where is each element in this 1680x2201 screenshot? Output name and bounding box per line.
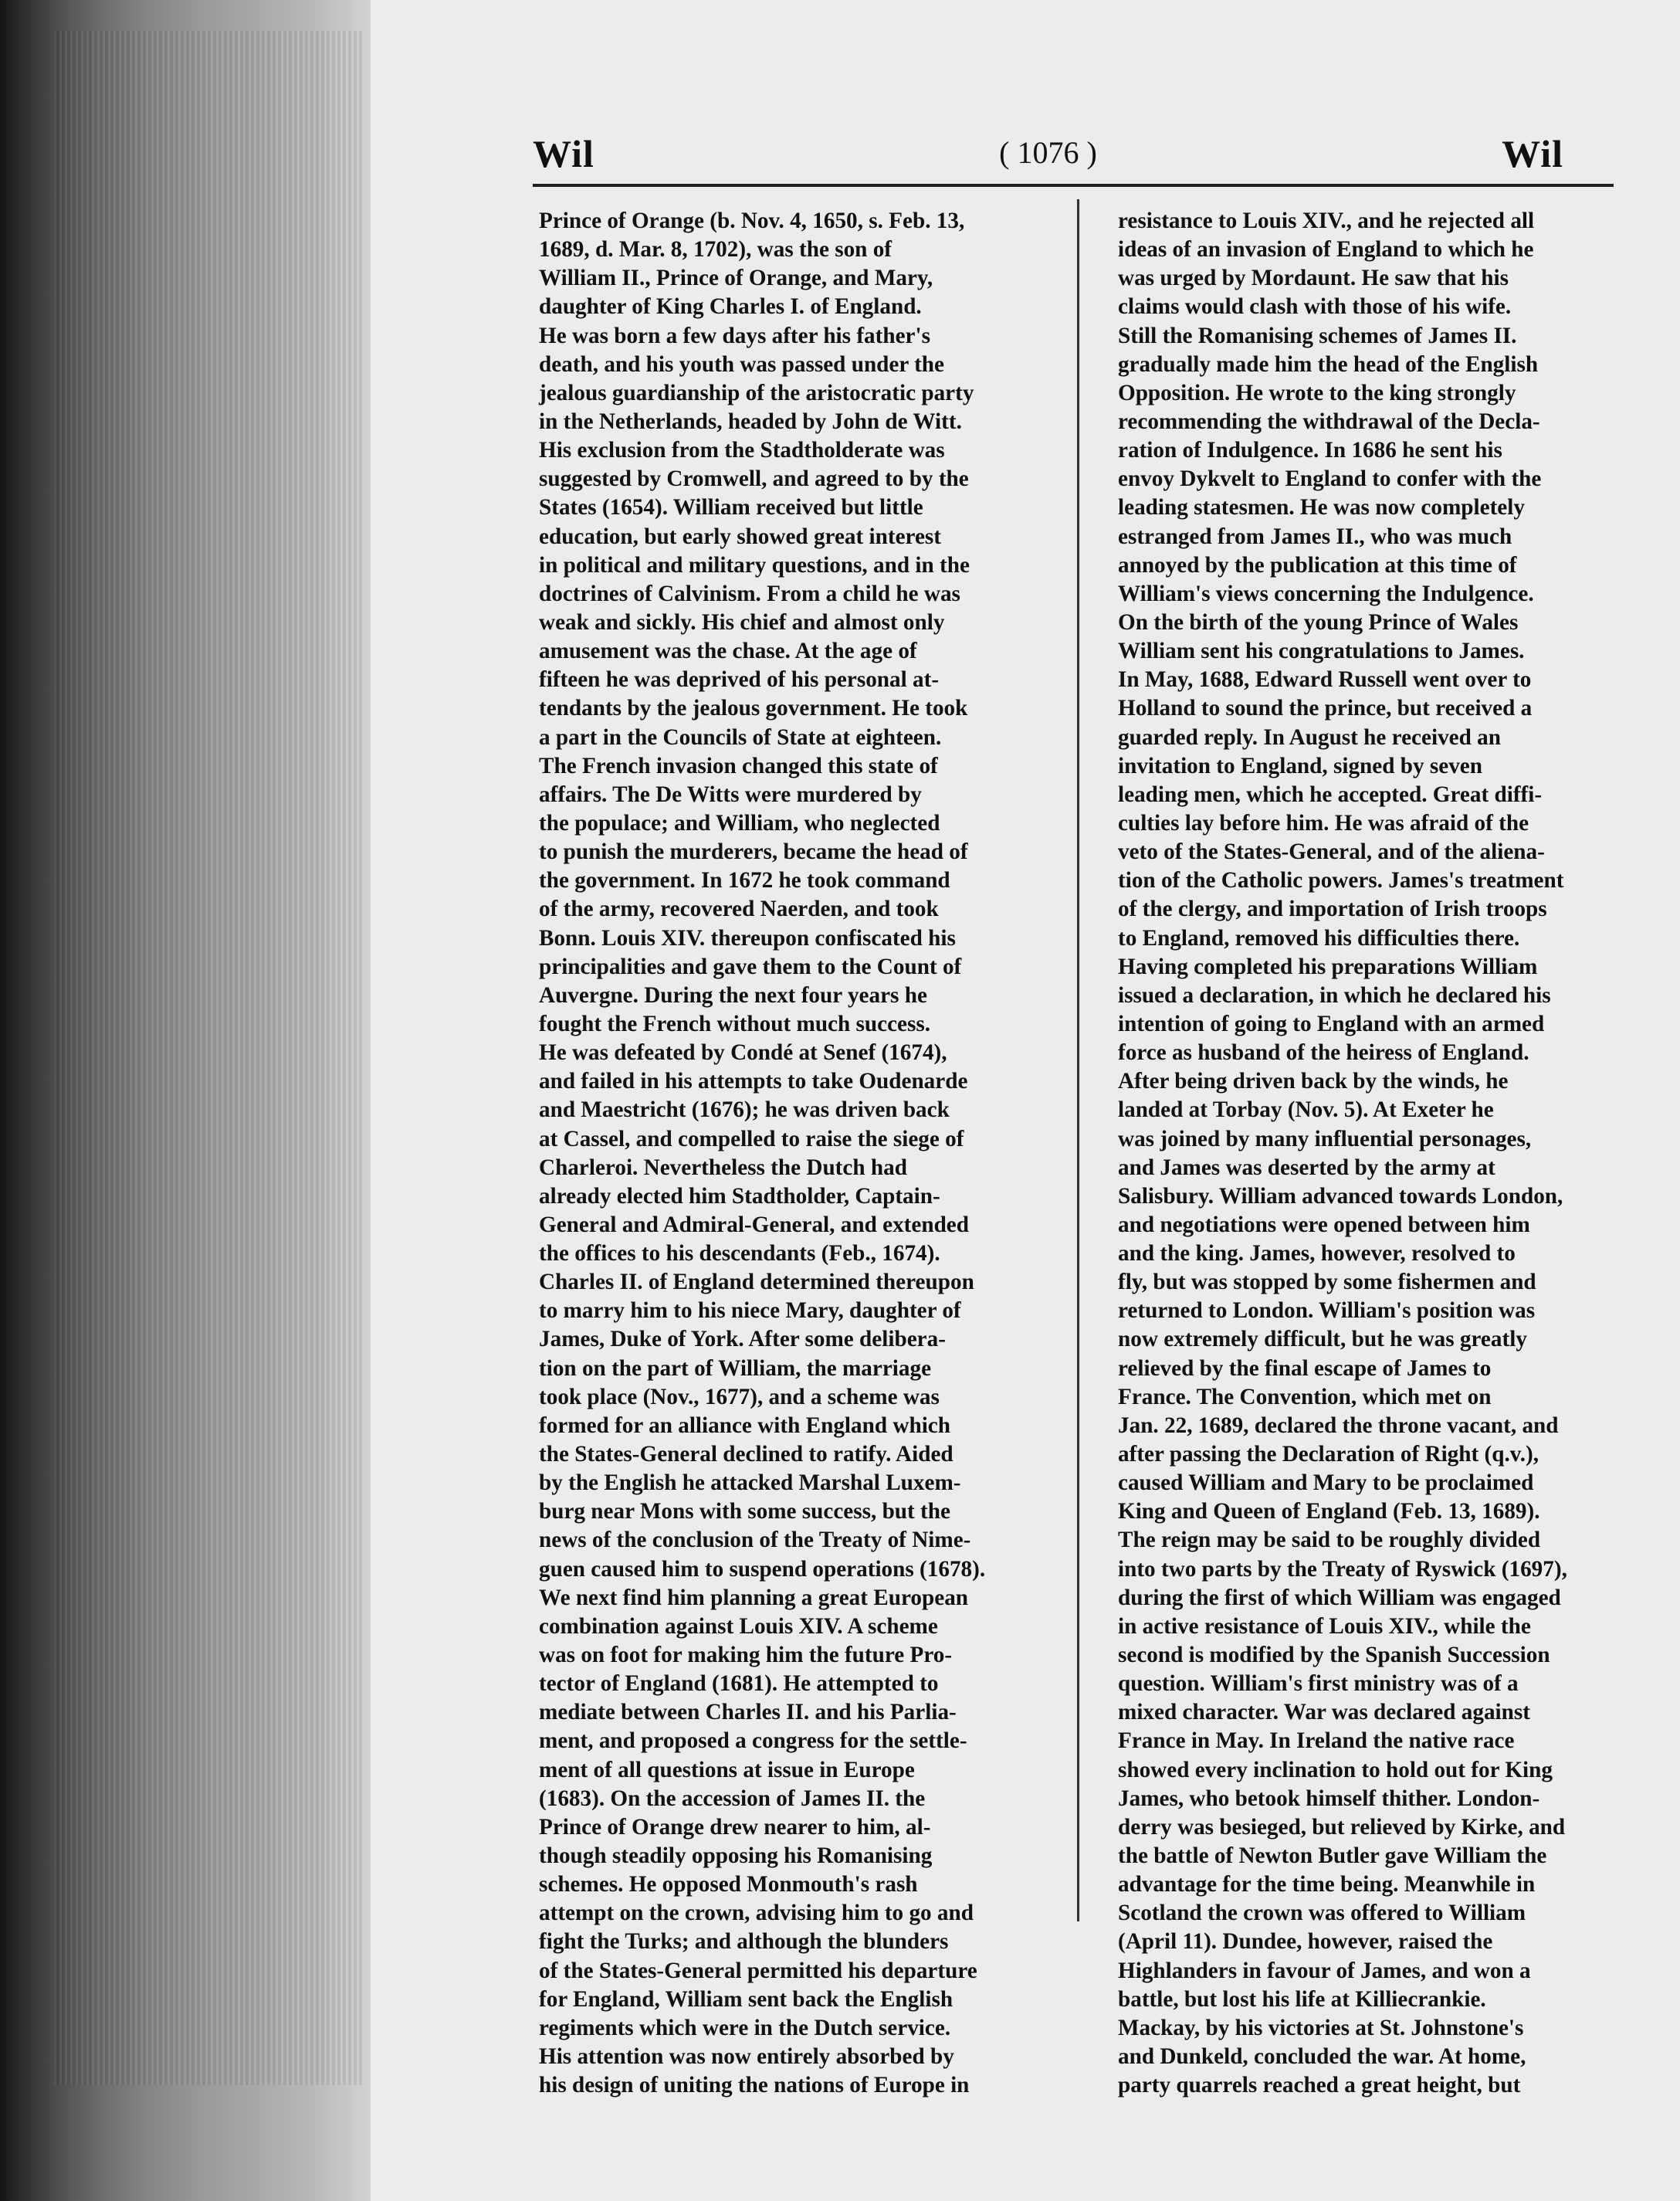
- text-line: Still the Romanising schemes of James II.: [1118, 323, 1517, 348]
- text-line: ration of Indulgence. In 1686 he sent his: [1118, 438, 1502, 463]
- text-line: at Cassel, and compelled to raise the siege of: [539, 1126, 964, 1151]
- text-line: the government. In 1672 he took command: [539, 868, 950, 894]
- text-line: in the Netherlands, headed by John de Witt.: [539, 409, 962, 434]
- text-line: gradually made him the head of the English: [1118, 351, 1539, 377]
- text-line: annoyed by the publication at this time of: [1118, 552, 1517, 578]
- text-line: relieved by the final escape of James to: [1118, 1355, 1492, 1381]
- text-line: of the clergy, and importation of Irish troops: [1118, 897, 1547, 922]
- text-line: returned to London. William's position was: [1118, 1298, 1536, 1324]
- text-line: We next find him planning a great European: [539, 1585, 969, 1610]
- text-line: veto of the States-General, and of the aliena-: [1118, 839, 1545, 865]
- text-line: a part in the Councils of State at eighteen.: [539, 724, 942, 750]
- text-line: was joined by many influential personages,: [1118, 1126, 1532, 1151]
- text-line: attempt on the crown, advising him to go and: [539, 1901, 974, 1926]
- text-line: suggested by Cromwell, and agreed to by the: [539, 466, 969, 492]
- text-line: now extremely difficult, but he was greatly: [1118, 1327, 1527, 1352]
- text-line: formed for an alliance with England which: [539, 1413, 950, 1438]
- text-line: guarded reply. In August he received an: [1118, 724, 1501, 750]
- text-line: fight the Turks; and although the blunders: [539, 1929, 949, 1955]
- text-line: mixed character. War was declared against: [1118, 1700, 1530, 1725]
- text-line: tendants by the jealous government. He took: [539, 696, 968, 721]
- text-line: His attention was now entirely absorbed by: [539, 2044, 954, 2069]
- text-line: invitation to England, signed by seven: [1118, 753, 1482, 778]
- text-line: already elected him Stadtholder, Captain-: [539, 1183, 940, 1209]
- header-rule: [533, 184, 1614, 187]
- text-line: resistance to Louis XIV., and he rejected all: [1118, 209, 1535, 233]
- text-line: by the English he attacked Marshal Luxem-: [539, 1470, 961, 1496]
- text-line: death, and his youth was passed under the: [539, 351, 944, 377]
- text-line: showed every inclination to hold out for King: [1118, 1757, 1553, 1782]
- text-line: Scotland the crown was offered to William: [1118, 1901, 1526, 1926]
- text-line: Charleroi. Nevertheless the Dutch had: [539, 1155, 907, 1180]
- text-line: On the birth of the young Prince of Wales: [1118, 609, 1519, 635]
- text-line: William's views concerning the Indulgence.: [1118, 581, 1534, 606]
- text-line: issued a declaration, in which he declared his: [1118, 982, 1551, 1008]
- text-line: Prince of Orange drew nearer to him, al-: [539, 1814, 931, 1840]
- running-head: [533, 131, 1563, 185]
- text-line: in active resistance of Louis XIV., while the: [1118, 1613, 1531, 1639]
- text-line: question. William's first ministry was of a: [1118, 1671, 1519, 1697]
- text-line: tion of the Catholic powers. James's treatment: [1118, 868, 1564, 894]
- left-column: [539, 207, 1072, 2100]
- text-line: doctrines of Calvinism. From a child he was: [539, 581, 960, 606]
- text-line: Salisbury. William advanced towards London,: [1118, 1183, 1563, 1209]
- text-line: and negotiations were opened between him: [1118, 1212, 1530, 1237]
- text-line: ideas of an invasion of England to which he: [1118, 237, 1534, 263]
- text-line: Mackay, by his victories at St. Johnstone's: [1118, 2015, 1524, 2040]
- text-line: Auvergne. During the next four years he: [539, 982, 927, 1008]
- text-line: party quarrels reached a great height, but: [1118, 2073, 1521, 2098]
- text-line: advantage for the time being. Meanwhile in: [1118, 1872, 1536, 1897]
- text-line: combination against Louis XIV. A scheme: [539, 1613, 938, 1639]
- text-line: regiments which were in the Dutch service.: [539, 2015, 951, 2040]
- text-line: was urged by Mordaunt. He saw that his: [1118, 266, 1509, 291]
- text-line: (April 11). Dundee, however, raised the: [1118, 1929, 1493, 1955]
- page-number: ( 1076 ): [999, 135, 1097, 170]
- text-line: tector of England (1681). He attempted to: [539, 1671, 939, 1697]
- text-line: force as husband of the heiress of England.: [1118, 1040, 1529, 1066]
- text-line: Jan. 22, 1689, declared the throne vacant, and: [1118, 1413, 1559, 1438]
- text-line: of the States-General permitted his departure: [539, 1958, 977, 1983]
- text-line: weak and sickly. His chief and almost only: [539, 609, 945, 635]
- text-line: He was defeated by Condé at Senef (1674),: [539, 1040, 947, 1066]
- text-line: He was born a few days after his father's: [539, 323, 930, 348]
- text-line: James, who betook himself thither. London-: [1118, 1786, 1540, 1811]
- text-line: after passing the Declaration of Right (q.v.),: [1118, 1442, 1539, 1467]
- text-line: and Maestricht (1676); he was driven back: [539, 1097, 950, 1123]
- running-head-left: Wil: [533, 132, 594, 175]
- text-line: daughter of King Charles I. of England.: [539, 294, 922, 320]
- text-line: fought the French without much success.: [539, 1011, 931, 1036]
- text-line: leading men, which he accepted. Great diffi-: [1118, 782, 1543, 807]
- text-line: derry was besieged, but relieved by Kirke, and: [1118, 1814, 1566, 1840]
- text-line: William sent his congratulations to James.: [1118, 639, 1525, 664]
- text-line: the offices to his descendants (Feb., 1674).: [539, 1241, 940, 1267]
- text-line: In May, 1688, Edward Russell went over to: [1118, 667, 1532, 693]
- text-line: His exclusion from the Stadtholderate was: [539, 438, 945, 463]
- text-line: tion on the part of William, the marriage: [539, 1355, 932, 1381]
- text-line: during the first of which William was engaged: [1118, 1585, 1561, 1610]
- text-line: States (1654). William received but little: [539, 495, 923, 521]
- text-line: William II., Prince of Orange, and Mary,: [539, 266, 933, 291]
- text-line: Prince of Orange (b. Nov. 4, 1650, s. Feb. 13,: [539, 209, 965, 233]
- text-line: jealous guardianship of the aristocratic party: [539, 380, 974, 405]
- text-line: Holland to sound the prince, but received a: [1118, 696, 1533, 721]
- text-line: France in May. In Ireland the native race: [1118, 1728, 1515, 1754]
- text-line: mediate between Charles II. and his Parlia-: [539, 1700, 957, 1725]
- text-line: After being driven back by the winds, he: [1118, 1069, 1509, 1094]
- text-line: Opposition. He wrote to the king strongly: [1118, 380, 1516, 405]
- text-line: leading statesmen. He was now completely: [1118, 495, 1525, 521]
- text-line: the battle of Newton Butler gave William the: [1118, 1843, 1547, 1869]
- text-line: affairs. The De Witts were murdered by: [539, 782, 922, 807]
- text-line: took place (Nov., 1677), and a scheme was: [539, 1384, 940, 1409]
- text-line: Bonn. Louis XIV. thereupon confiscated his: [539, 925, 956, 951]
- text-line: 1689, d. Mar. 8, 1702), was the son of: [539, 237, 892, 263]
- column-divider: [1077, 199, 1079, 1921]
- text-line: and the king. James, however, resolved to: [1118, 1241, 1516, 1267]
- text-line: his design of uniting the nations of Europe in: [539, 2073, 970, 2098]
- right-column: [1118, 207, 1651, 2100]
- text-line: for England, William sent back the English: [539, 1986, 953, 2012]
- text-line: The reign may be said to be roughly divided: [1118, 1528, 1541, 1553]
- book-gutter-shadow: [0, 0, 371, 2201]
- text-line: Having completed his preparations William: [1118, 954, 1538, 979]
- text-line: the States-General declined to ratify. Aided: [539, 1442, 953, 1467]
- text-line: and James was deserted by the army at: [1118, 1155, 1495, 1180]
- text-line: Highlanders in favour of James, and won a: [1118, 1958, 1531, 1983]
- text-line: burg near Mons with some success, but the: [539, 1499, 950, 1524]
- text-line: and Dunkeld, concluded the war. At home,: [1118, 2044, 1526, 2069]
- text-line: France. The Convention, which met on: [1118, 1384, 1492, 1409]
- text-line: intention of going to England with an armed: [1118, 1011, 1545, 1036]
- text-line: claims would clash with those of his wife.: [1118, 294, 1512, 320]
- text-line: guen caused him to suspend operations (1678).: [539, 1556, 986, 1582]
- text-line: was on foot for making him the future Pro-: [539, 1643, 953, 1668]
- text-line: landed at Torbay (Nov. 5). At Exeter he: [1118, 1097, 1494, 1123]
- text-line: to marry him to his niece Mary, daughter of: [539, 1298, 961, 1324]
- text-line: General and Admiral-General, and extended: [539, 1212, 969, 1237]
- text-line: of the army, recovered Naerden, and took: [539, 897, 939, 922]
- text-line: fly, but was stopped by some fishermen and: [1118, 1270, 1536, 1295]
- text-line: principalities and gave them to the Count of: [539, 954, 962, 979]
- text-line: to punish the murderers, became the head of: [539, 839, 968, 865]
- book-page: [371, 0, 1680, 2201]
- text-line: recommending the withdrawal of the Decla-: [1118, 409, 1540, 434]
- text-line: The French invasion changed this state of: [539, 753, 938, 778]
- text-line: and failed in his attempts to take Oudenarde: [539, 1069, 968, 1094]
- text-line: schemes. He opposed Monmouth's rash: [539, 1872, 918, 1897]
- text-line: (1683). On the accession of James II. the: [539, 1786, 926, 1811]
- text-line: in political and military questions, and in the: [539, 552, 970, 578]
- text-line: into two parts by the Treaty of Ryswick (1697),: [1118, 1556, 1567, 1582]
- text-line: ment, and proposed a congress for the settle-: [539, 1728, 967, 1754]
- page-edges: [54, 31, 363, 2085]
- text-line: fifteen he was deprived of his personal at-: [539, 667, 940, 693]
- text-line: estranged from James II., who was much: [1118, 524, 1512, 549]
- text-line: battle, but lost his life at Killiecrankie.: [1118, 1986, 1486, 2012]
- text-line: amusement was the chase. At the age of: [539, 639, 917, 664]
- text-line: though steadily opposing his Romanising: [539, 1843, 933, 1869]
- text-line: to England, removed his difficulties there.: [1118, 925, 1520, 951]
- text-line: culties lay before him. He was afraid of the: [1118, 810, 1529, 836]
- text-line: Charles II. of England determined thereupon: [539, 1270, 974, 1295]
- text-line: news of the conclusion of the Treaty of Nime-: [539, 1528, 971, 1553]
- text-line: the populace; and William, who neglected: [539, 810, 940, 836]
- running-head-right: Wil: [1502, 132, 1563, 175]
- text-line: caused William and Mary to be proclaimed: [1118, 1470, 1534, 1496]
- text-line: envoy Dykvelt to England to confer with the: [1118, 466, 1542, 492]
- text-line: ment of all questions at issue in Europe: [539, 1757, 915, 1782]
- text-line: King and Queen of England (Feb. 13, 1689).: [1118, 1499, 1540, 1524]
- text-line: education, but early showed great interest: [539, 524, 942, 549]
- text-line: second is modified by the Spanish Succession: [1118, 1643, 1550, 1668]
- text-line: James, Duke of York. After some delibera-: [539, 1327, 946, 1352]
